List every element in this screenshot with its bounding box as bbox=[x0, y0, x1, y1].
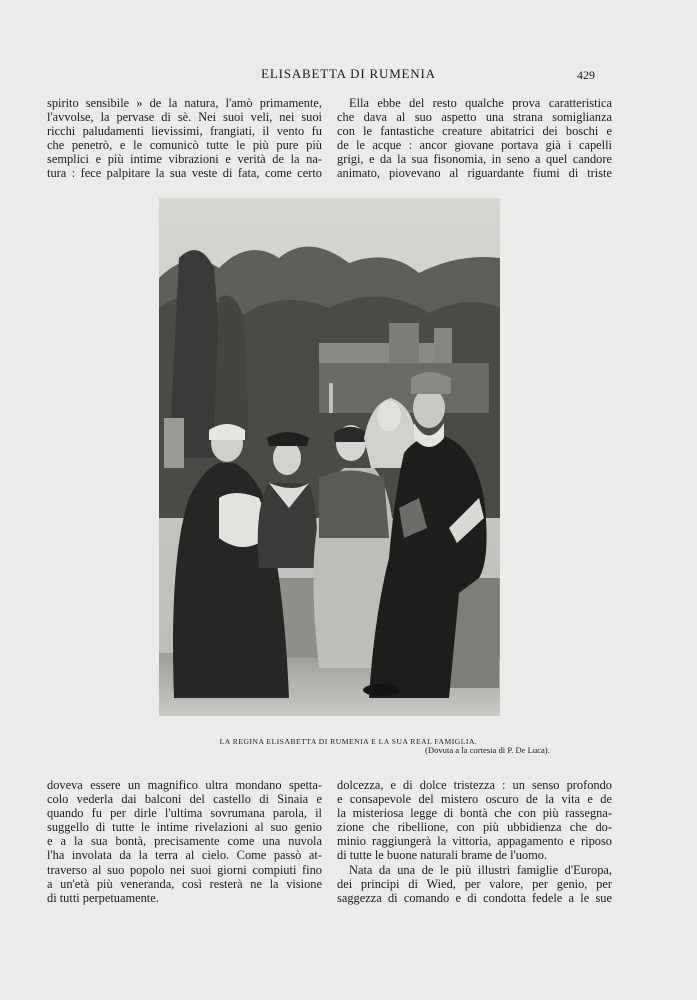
text-column-top-right bbox=[337, 96, 612, 181]
photo-caption: LA REGINA ELISABETTA DI RUMENIA E LA SUA REAL FAMIGLIA. bbox=[219, 737, 478, 746]
text-line: di tutti perpetuamente. bbox=[47, 890, 159, 905]
text-line: grigi, e da la sua fisonomia, in seno a quel candore bbox=[337, 152, 612, 167]
text-line: Nata da una de le più illustri famiglie d'Europa, bbox=[349, 862, 612, 877]
text-line: l'avvolse, la pervase di sè. Nei suoi veli, nei suoi bbox=[47, 110, 322, 125]
text-line: traverso al suo popolo nei suoi giorni compiuti fino bbox=[47, 862, 322, 877]
page-number: 429 bbox=[577, 68, 595, 82]
text-line: l'ha involata da la terra al cielo. Come passò at- bbox=[47, 848, 322, 863]
family-photograph bbox=[159, 198, 500, 716]
text-line: saggezza di comando e di condotta fedele a le sue bbox=[337, 890, 612, 905]
text-line: dolcezza, e di dolce tristezza : un senso profondo bbox=[337, 778, 612, 792]
text-line: spirito sensibile » de la natura, l'amò primamente, bbox=[47, 96, 322, 110]
text-line: che penetrò, e le comunicò tutte le più pure più bbox=[47, 138, 322, 153]
text-line: minio raggiungerà la vittoria, appagamento e riposo bbox=[337, 834, 612, 849]
text-line: che dava al suo aspetto una strana somiglianza bbox=[337, 110, 612, 125]
text-line: di tutte le buone naturali brame de l'uomo. bbox=[337, 848, 548, 863]
text-line: quando fu per dirle l'ultima sovrumana parola, il bbox=[47, 806, 322, 821]
photo-credit: (Dovuta a la cortesia di P. De Luca). bbox=[425, 745, 550, 755]
text-line: e a la sua bontà, precisamente come una nuvola bbox=[47, 834, 322, 849]
text-line: ricchi paludamenti lievissimi, frangiati, il vento fu bbox=[47, 124, 322, 139]
text-line: zione che ribellione, con più ubbidienza che do- bbox=[337, 820, 612, 835]
photograph-image bbox=[159, 198, 500, 716]
text-line: dei principi di Wied, per valore, per genio, per bbox=[337, 876, 612, 891]
text-line: doveva essere un magnifico ultra mondano spetta- bbox=[47, 778, 322, 792]
text-line: la misteriosa legge di bontà che con più rassegna- bbox=[337, 806, 612, 821]
text-column-bottom-right bbox=[337, 778, 612, 905]
text-column-bottom-left bbox=[47, 778, 322, 905]
text-line: con le fantastiche creature abitatrici dei boschi e bbox=[337, 124, 612, 139]
text-line: semplici e più intime vibrazioni e verità de la na- bbox=[47, 152, 322, 167]
text-line: tura : fece palpitare la sua veste di fata, come certo bbox=[47, 166, 322, 181]
text-line: Ella ebbe del resto qualche prova caratteristica bbox=[349, 96, 612, 110]
text-line: colo vederla dai balconi del castello di Sinaia e bbox=[47, 792, 322, 807]
text-line: e consapevole del mistero oscuro de la vita e de bbox=[337, 792, 612, 807]
text-line: animato, piovevano al riguardante fiumi di triste bbox=[337, 166, 612, 181]
text-line: de le acque : ancor giovane portava già i capelli bbox=[337, 138, 612, 153]
text-line: a un'età più veneranda, così resterà ne la visione bbox=[47, 876, 322, 891]
text-column-top-left bbox=[47, 96, 322, 181]
text-line: suggello di tutte le intime rivelazioni al suo genio bbox=[47, 820, 322, 835]
running-header-title: ELISABETTA DI RUMENIA bbox=[261, 66, 436, 81]
